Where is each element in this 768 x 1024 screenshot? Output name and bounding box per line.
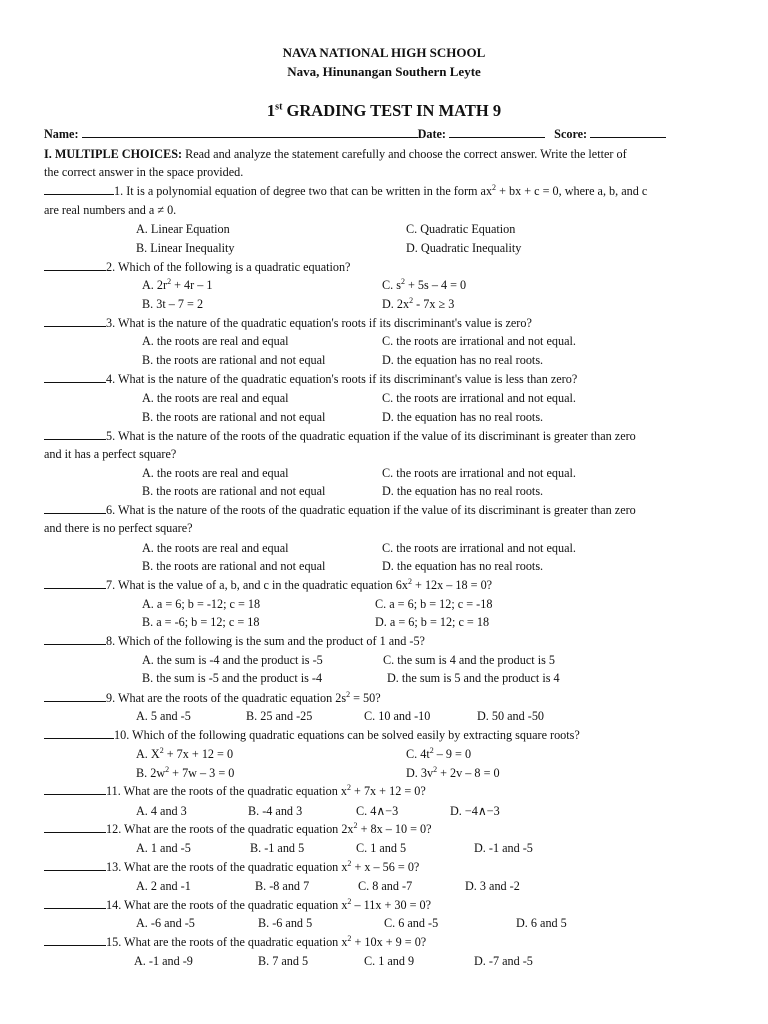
option: A. the roots are real and equal bbox=[142, 466, 289, 480]
option: C. the roots are irrational and not equal. bbox=[382, 541, 576, 555]
question-6-cont: and there is no perfect square? bbox=[44, 521, 193, 535]
option: A. $X^2 + 7x + 12 = 0$ bbox=[136, 745, 234, 761]
option: B. the roots are rational and not equal bbox=[142, 410, 326, 424]
option: D. −4∧−3 bbox=[450, 804, 500, 818]
option: C. Quadratic Equation bbox=[406, 222, 516, 236]
option: A. $2r^2 + 4r - 1$ bbox=[142, 276, 213, 292]
answer-blank[interactable] bbox=[44, 726, 114, 739]
option: C. 1 and 9 bbox=[364, 954, 415, 968]
option: C. $s^2 + 5s - 4 = 0$ bbox=[382, 276, 467, 292]
answer-blank[interactable] bbox=[44, 933, 106, 946]
option: B. 3t – 7 = 2 bbox=[142, 297, 204, 311]
option: C. 6 and -5 bbox=[384, 916, 439, 930]
question-4: 4. What is the nature of the quadratic equation's roots if its discriminant's value is less than zero? bbox=[44, 370, 577, 389]
question-2: 2. Which of the following is a quadratic equation? bbox=[44, 258, 350, 277]
option: B. Linear Inequality bbox=[136, 241, 235, 255]
option: C. 10 and -10 bbox=[364, 709, 431, 723]
option: B. the roots are rational and not equal bbox=[142, 484, 326, 498]
question-6: 6. What is the nature of the roots of the quadratic equation if the value of its discriminant is greater than zero bbox=[44, 501, 636, 520]
date-label: Date: bbox=[417, 127, 446, 141]
option: B. the roots are rational and not equal bbox=[142, 559, 326, 573]
answer-blank[interactable] bbox=[44, 896, 106, 909]
option: B. -6 and 5 bbox=[258, 916, 313, 930]
question-10: 10. Which of the following quadratic equations can be solved easily by extracting square roots? bbox=[44, 726, 580, 745]
option: D. 6 and 5 bbox=[516, 916, 567, 930]
option: C. the roots are irrational and not equal. bbox=[382, 466, 576, 480]
school-name: NAVA NATIONAL HIGH SCHOOL bbox=[282, 45, 486, 60]
answer-blank[interactable] bbox=[44, 314, 106, 327]
question-11: 11. What are the roots of the quadratic equation $x^2 + 7x + 12 = 0$? bbox=[44, 782, 426, 801]
option: D. the equation has no real roots. bbox=[382, 559, 544, 573]
answer-blank[interactable] bbox=[44, 501, 106, 514]
question-1: 1. It is a polynomial equation of degree two that can be written in the form $ax^2$ + bx + c = 0, where a, b, and c bbox=[44, 182, 647, 201]
option: A. 1 and -5 bbox=[136, 841, 191, 855]
option: B. $2w^2 + 7w - 3 = 0$ bbox=[136, 764, 235, 780]
option: C. 1 and 5 bbox=[356, 841, 407, 855]
answer-blank[interactable] bbox=[44, 632, 106, 645]
question-9: 9. What are the roots of the quadratic equation $2s^2 = 50$? bbox=[44, 689, 381, 708]
option: D. $3v^2 + 2v - 8 = 0$ bbox=[406, 764, 500, 780]
name-label: Name: bbox=[44, 127, 79, 141]
option: C. 4∧−3 bbox=[356, 804, 399, 818]
question-7: 7. What is the value of a, b, and c in the quadratic equation $6x^2 + 12x - 18 = 0$? bbox=[44, 576, 492, 595]
option: A. 2 and -1 bbox=[136, 879, 191, 893]
option: B. the sum is -5 and the product is -4 bbox=[142, 671, 323, 685]
option: B. -4 and 3 bbox=[248, 804, 303, 818]
option: B. -1 and 5 bbox=[250, 841, 305, 855]
option: B. a = -6; b = 12; c = 18 bbox=[142, 615, 260, 629]
question-5-cont: and it has a perfect square? bbox=[44, 447, 177, 461]
option: A. the roots are real and equal bbox=[142, 541, 289, 555]
school-address: Nava, Hinunangan Southern Leyte bbox=[287, 64, 481, 79]
option: C. a = 6; b = 12; c = -18 bbox=[375, 597, 493, 611]
answer-blank[interactable] bbox=[44, 820, 106, 833]
answer-blank[interactable] bbox=[44, 576, 106, 589]
answer-blank[interactable] bbox=[44, 258, 106, 271]
option: C. the roots are irrational and not equal. bbox=[382, 334, 576, 348]
option: A. the roots are real and equal bbox=[142, 334, 289, 348]
question-14: 14. What are the roots of the quadratic equation $x^2 - 11x + 30 = 0$? bbox=[44, 896, 431, 915]
answer-blank[interactable] bbox=[44, 182, 114, 195]
info-row bbox=[44, 125, 666, 144]
option: D. -1 and -5 bbox=[474, 841, 533, 855]
option: D. the equation has no real roots. bbox=[382, 484, 544, 498]
option: A. Linear Equation bbox=[136, 222, 230, 236]
option: A. -6 and -5 bbox=[136, 916, 195, 930]
answer-blank[interactable] bbox=[44, 689, 106, 702]
question-13: 13. What are the roots of the quadratic equation $x^2 + x - 56 = 0$? bbox=[44, 858, 419, 877]
question-5: 5. What is the nature of the roots of the quadratic equation if the value of its discriminant is greater than zero bbox=[44, 427, 636, 446]
option: A. 4 and 3 bbox=[136, 804, 187, 818]
option: D. $2x^2 - 7x \ge 3$ bbox=[382, 295, 455, 311]
question-15: 15. What are the roots of the quadratic equation $x^2 + 10x + 9 = 0$? bbox=[44, 933, 426, 952]
question-12: 12. What are the roots of the quadratic equation $2x^2 + 8x - 10 = 0$? bbox=[44, 820, 432, 839]
option: B. -8 and 7 bbox=[255, 879, 310, 893]
option: B. the roots are rational and not equal bbox=[142, 353, 326, 367]
name-field[interactable] bbox=[82, 125, 418, 138]
option: C. the sum is 4 and the product is 5 bbox=[383, 653, 555, 667]
option: D. the equation has no real roots. bbox=[382, 410, 544, 424]
option: C. the roots are irrational and not equal. bbox=[382, 391, 576, 405]
answer-blank[interactable] bbox=[44, 782, 106, 795]
instructions-cont: the correct answer in the space provided. bbox=[44, 165, 244, 179]
option: D. the sum is 5 and the product is 4 bbox=[387, 671, 560, 685]
option: C. $4t^2 - 9 = 0$ bbox=[406, 745, 472, 761]
option: A. 5 and -5 bbox=[136, 709, 191, 723]
question-3: 3. What is the nature of the quadratic equation's roots if its discriminant's value is zero? bbox=[44, 314, 532, 333]
option: D. the equation has no real roots. bbox=[382, 353, 544, 367]
option: A. the sum is -4 and the product is -5 bbox=[142, 653, 323, 667]
option: D. a = 6; b = 12; c = 18 bbox=[375, 615, 490, 629]
option: A. -1 and -9 bbox=[134, 954, 193, 968]
instructions: I. MULTIPLE CHOICES: Read and analyze the statement carefully and choose the correct answer. Write the letter of bbox=[44, 147, 627, 161]
answer-blank[interactable] bbox=[44, 858, 106, 871]
score-field[interactable] bbox=[590, 125, 666, 138]
option: A. a = 6; b = -12; c = 18 bbox=[142, 597, 261, 611]
question-8: 8. Which of the following is the sum and the product of 1 and -5? bbox=[44, 632, 425, 651]
answer-blank[interactable] bbox=[44, 370, 106, 383]
option: A. the roots are real and equal bbox=[142, 391, 289, 405]
option: D. -7 and -5 bbox=[474, 954, 533, 968]
option: B. 7 and 5 bbox=[258, 954, 309, 968]
option: D. 3 and -2 bbox=[465, 879, 520, 893]
option: D. 50 and -50 bbox=[477, 709, 545, 723]
option: D. Quadratic Inequality bbox=[406, 241, 522, 255]
date-field[interactable] bbox=[449, 125, 545, 138]
option: C. 8 and -7 bbox=[358, 879, 413, 893]
answer-blank[interactable] bbox=[44, 427, 106, 440]
option: B. 25 and -25 bbox=[246, 709, 313, 723]
test-title: 1st GRADING TEST IN MATH 9 bbox=[266, 101, 502, 120]
score-label: Score: bbox=[554, 127, 588, 141]
question-1-cont: are real numbers and a ≠ 0. bbox=[44, 203, 177, 217]
